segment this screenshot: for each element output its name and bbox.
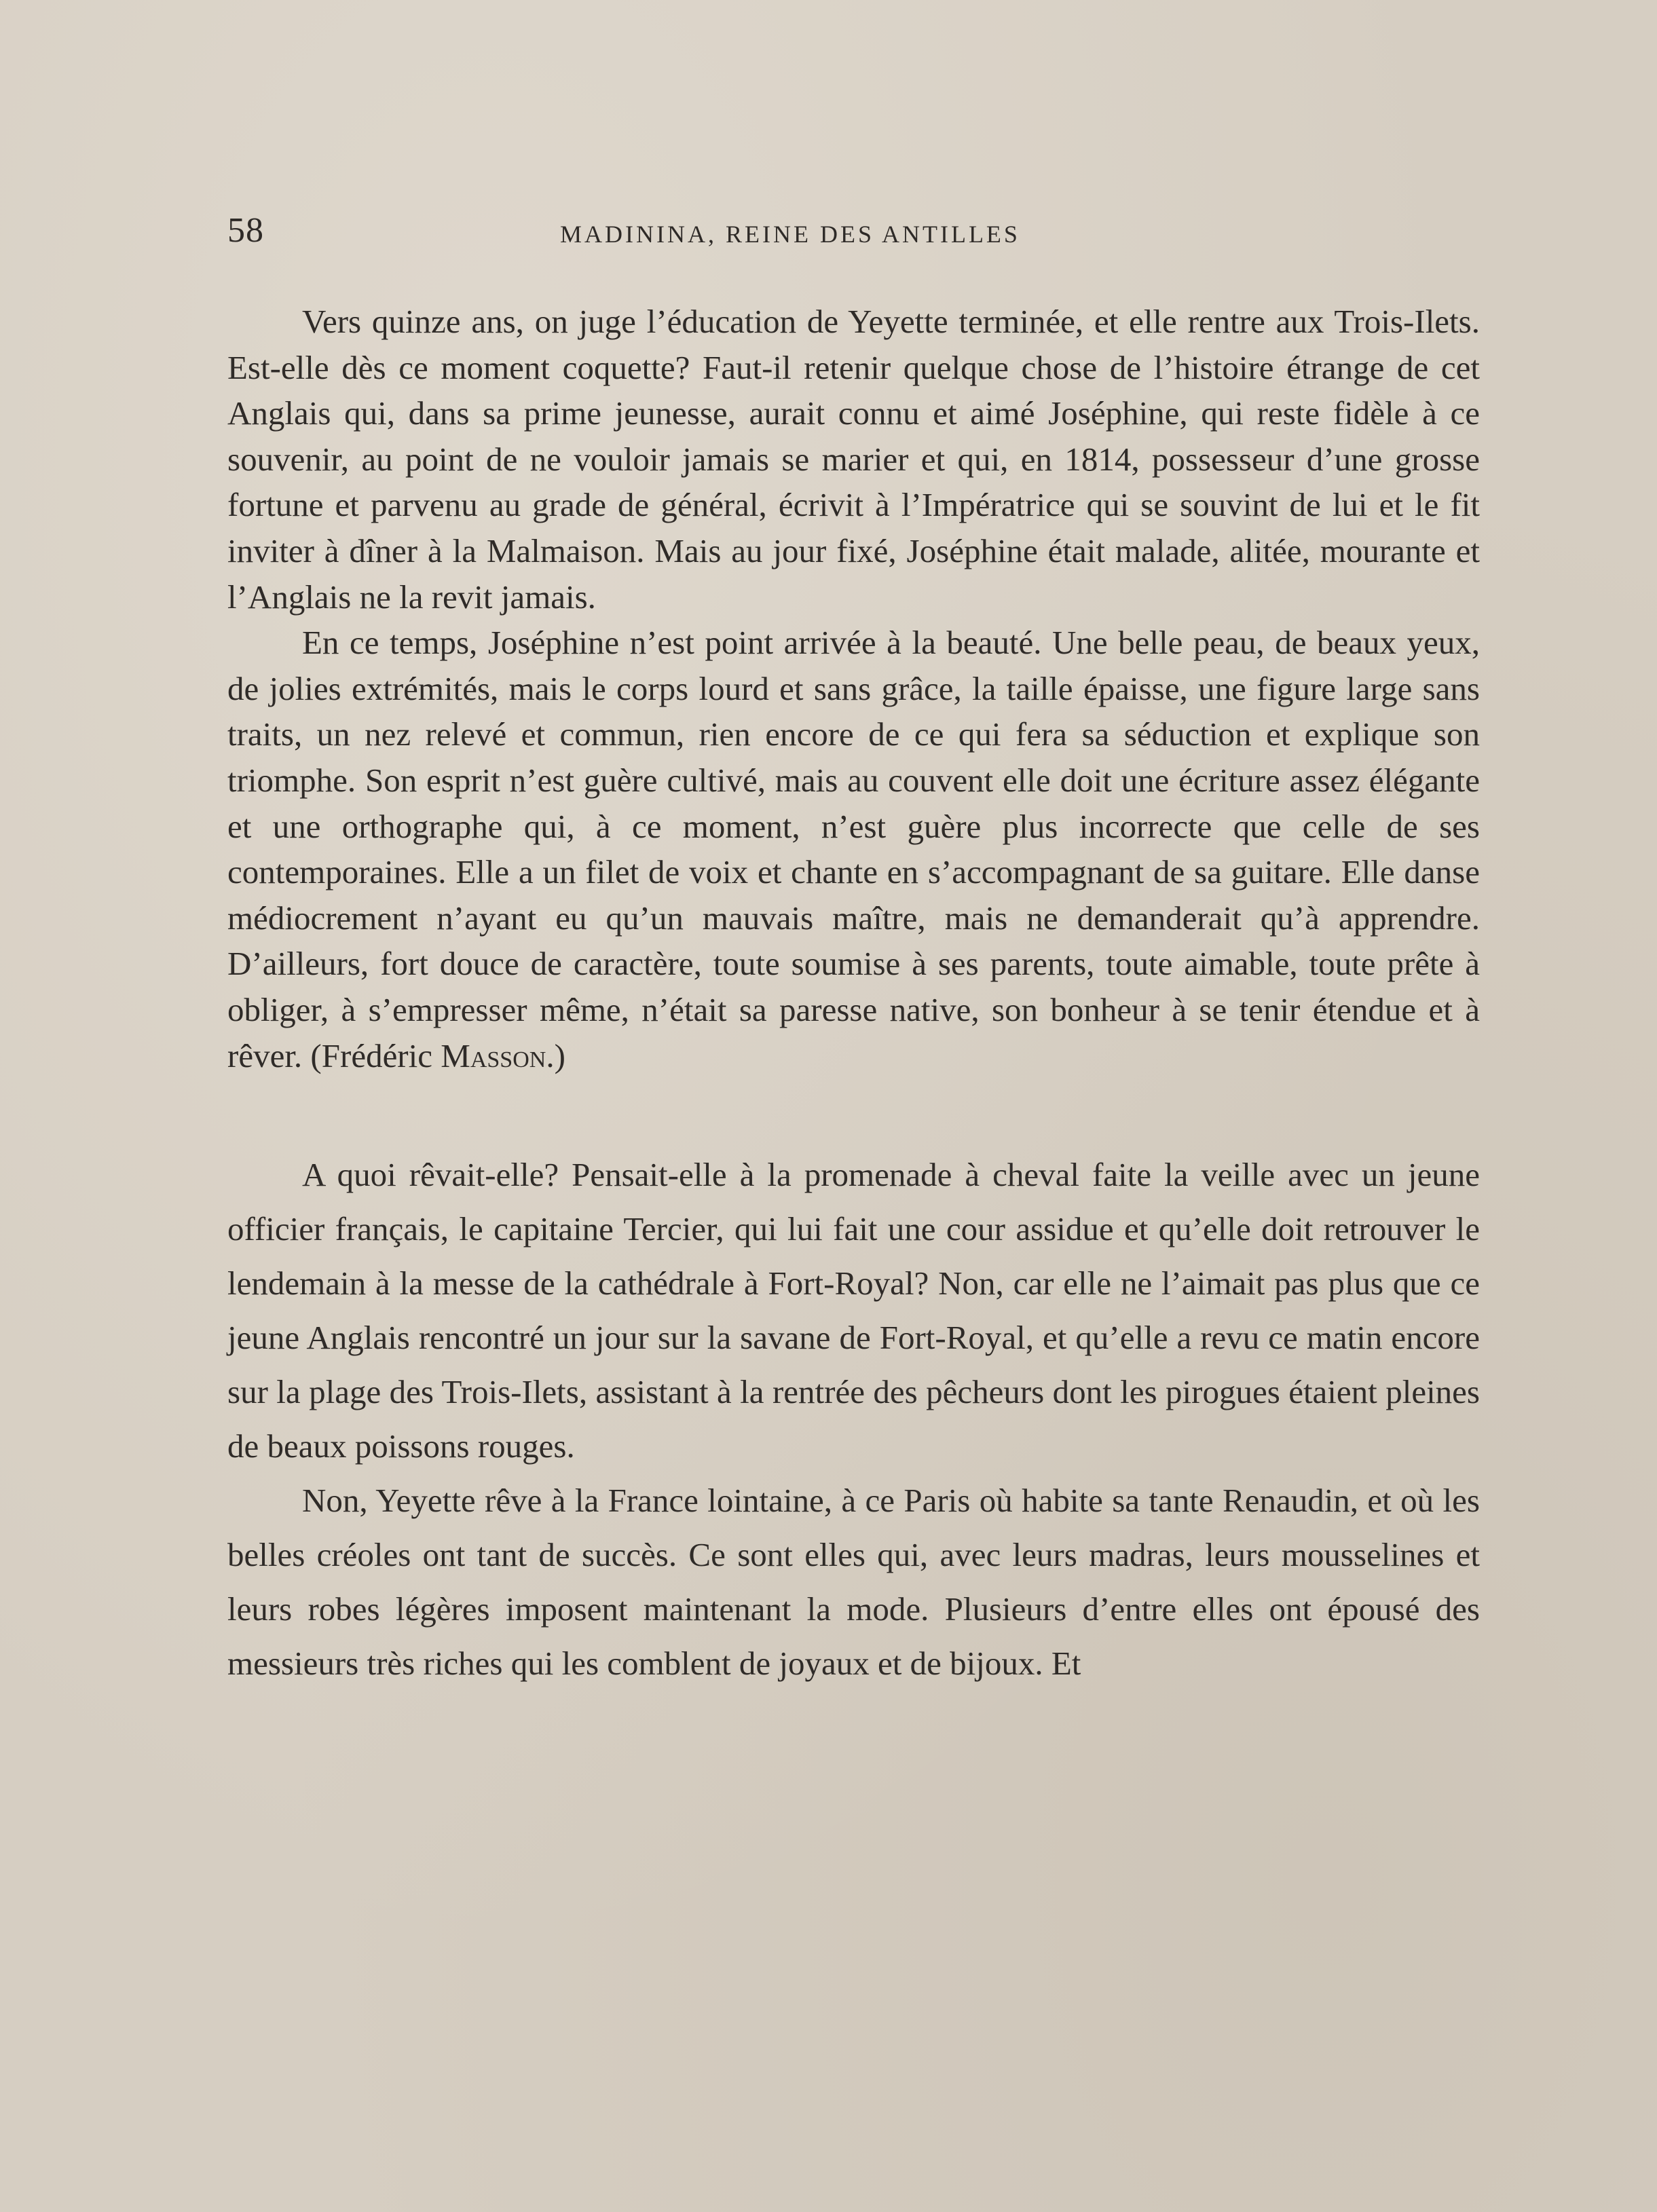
narrative-passage [227,1148,1480,1691]
paragraph-4: Non, Yeyette rêve à la France lointaine, à ce Paris où habite sa tante Renaudin, et où les belles créoles ont tant de succès. Ce sont elles qui, avec leurs madras, leurs mousselines et leurs robes légères imposent maintenant la mode. Plusieurs d’entre elles ont épousé des messieurs très riches qui les comblent de joyaux et de bijoux. Et [227,1482,1480,1683]
paragraph-2 [227,620,1480,1079]
running-title: MADININA, REINE DES ANTILLES [560,221,1020,248]
page-header [227,210,1480,265]
quoted-passage [227,299,1480,1079]
page-number: 58 [227,211,264,250]
author-name: Masson [441,1036,546,1074]
paragraph-2-text: En ce temps, Joséphine n’est point arrivée à la beauté. Une belle peau, de beaux yeux, de jolies extrémités, mais le corps lourd et sans grâce, la taille épaisse, une figure large sans traits, un nez relevé et commun, rien encore de ce qui fera sa séduction et explique son triomphe. Son esprit n’est guère cultivé, mais au couvent elle doit une écriture assez élégante et une orthographe qui, à ce moment, n’est guère plus incorrecte que celle de ses contemporaines. Elle a un filet de voix et chante en s’accompagnant de sa guitare. Elle danse médiocrement n’ayant eu qu’un mauvais maître, mais ne demanderait qu’à apprendre. D’ailleurs, fort douce de caractère, toute soumise à ses parents, toute aimable, toute prête à obliger, à s’empresser même, n’était sa paresse native, son bonheur à se tenir étendue et à rêver. (Frédéric [227,624,1480,1074]
body-text [227,299,1480,1691]
paragraph-3: A quoi rêvait-elle? Pensait-elle à la promenade à cheval faite la veille avec un jeune officier français, le capitaine Tercier, qui lui fait une cour assidue et qu’elle doit retrouver le lendemain à la messe de la cathédrale à Fort-Royal? Non, car elle ne l’aimait pas plus que ce jeune Anglais rencontré un jour sur la savane de Fort-Royal, et qu’elle a revu ce matin encore sur la plage des Trois-Ilets, assistant à la rentrée des pêcheurs dont les pirogues étaient pleines de beaux poissons rouges. [227,1156,1480,1465]
paragraph-1: Vers quinze ans, on juge l’éducation de Yeyette terminée, et elle rentre aux Trois-Ilets. Est-elle dès ce moment coquette? Faut-il retenir quelque chose de l’histoire étrange de cet Anglais qui, dans sa prime jeunesse, aurait connu et aimé Joséphine, qui reste fidèle à ce souvenir, au point de ne vouloir jamais se marier et qui, en 1814, possesseur d’une grosse fortune et parvenu au grade de général, écrivit à l’Impératrice qui se souvint de lui et le fit inviter à dîner à la Malmaison. Mais au jour fixé, Joséphine était malade, alitée, mourante et l’Anglais ne la revit jamais. [227,303,1480,616]
paragraph-2-end: .) [546,1036,565,1074]
